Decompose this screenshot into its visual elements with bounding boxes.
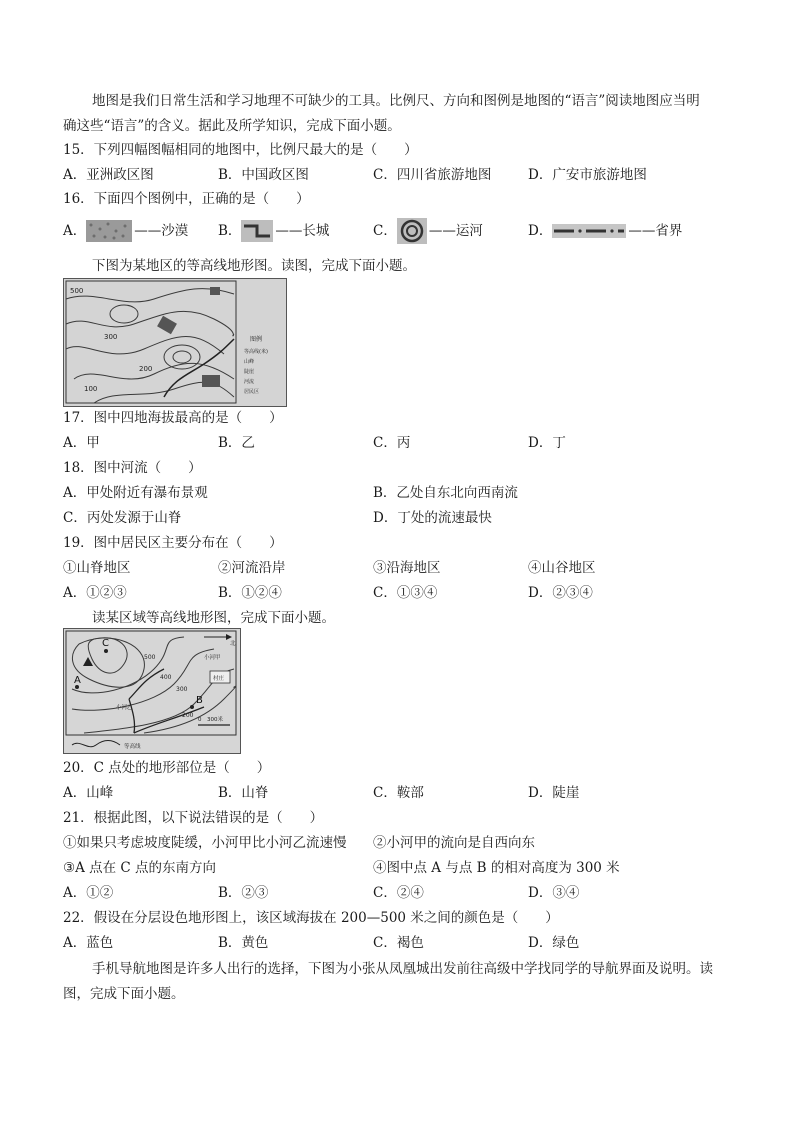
q20-option-b: B．山脊 <box>218 785 269 801</box>
q19-option-c: C．①③④ <box>373 585 438 601</box>
map1-legend-item-2: 山峰 <box>244 359 255 365</box>
intro-paragraph-1-line-1: 地图是我们日常生活和学习地理不可缺少的工具。比例尺、方向和图例是地图的“语言”阅读地图应当明 <box>92 93 700 109</box>
intro-paragraph-1-line-2: 确这些“语言”的含义。据此及所学知识，完成下面小题。 <box>63 118 401 134</box>
question-20-stem: 20．C 点处的地形部位是（ ） <box>63 760 271 776</box>
q15-option-c: C．四川省旅游地图 <box>373 167 492 183</box>
map2-river-label-2: 小河乙 <box>116 705 133 711</box>
q16-option-a-text: ——沙漠 <box>134 223 189 239</box>
q19-choice-1: ①山脊地区 <box>63 560 131 576</box>
map2-north-label: 北 <box>230 641 236 647</box>
great-wall-symbol-icon <box>241 220 273 242</box>
q17-option-b: B．乙 <box>218 435 255 451</box>
q16-option-b-text: ——长城 <box>275 223 330 239</box>
q18-option-b: B．乙处自东北向西南流 <box>373 485 518 501</box>
question-22-stem: 22．假设在分层设色地形图上，该区域海拔在 200—500 米之间的颜色是（ ） <box>63 910 559 926</box>
map2-contour-label-3: 300 <box>176 686 188 693</box>
q19-choice-3: ③沿海地区 <box>373 560 441 576</box>
q22-option-a: A．蓝色 <box>63 935 114 951</box>
province-boundary-symbol-icon <box>552 224 626 238</box>
question-16-stem: 16．下面四个图例中，正确的是（ ） <box>63 191 310 207</box>
map2-contour-label-2: 400 <box>160 674 172 681</box>
q19-option-d: D．②③④ <box>528 585 593 601</box>
q16-option-a <box>63 220 188 242</box>
map1-legend-item-4: 河流 <box>244 379 255 385</box>
q21-option-d: D．③④ <box>528 885 580 901</box>
q16-option-a-letter: A． <box>63 223 87 239</box>
contour-map-2-drawing <box>64 629 240 753</box>
q19-option-b: B．①②④ <box>218 585 282 601</box>
map1-contour-label-1: 500 <box>70 287 84 295</box>
q16-option-d <box>528 220 682 242</box>
q21-statement-4: ④图中点 A 与点 B 的相对高度为 300 米 <box>373 860 620 876</box>
q18-option-a: A．甲处附近有瀑布景观 <box>63 485 208 501</box>
q16-option-c-text: ——运河 <box>428 223 483 239</box>
q19-option-a: A．①②③ <box>63 585 127 601</box>
q15-option-d: D．广安市旅游地图 <box>528 167 647 183</box>
intro-paragraph-3: 读某区域等高线地形图，完成下面小题。 <box>92 610 335 626</box>
map2-point-b-label: B <box>196 695 203 706</box>
map2-scale-label: 0 300米 <box>198 717 223 723</box>
intro-paragraph-4-line-2: 图，完成下面小题。 <box>63 986 185 1002</box>
q16-option-c-letter: C． <box>373 223 397 239</box>
q22-option-b: B．黄色 <box>218 935 269 951</box>
q16-option-d-letter: D． <box>528 223 553 239</box>
q16-option-d-text: ——省界 <box>628 223 683 239</box>
q21-option-c: C．②④ <box>373 885 424 901</box>
q16-option-b <box>218 220 329 242</box>
q22-option-c: C．褐色 <box>373 935 424 951</box>
q18-option-c: C．丙处发源于山脊 <box>63 510 182 526</box>
map1-contour-label-4: 100 <box>84 385 98 393</box>
question-21-stem: 21．根据此图，以下说法错误的是（ ） <box>63 810 324 826</box>
contour-map-1 <box>63 278 287 407</box>
map2-contour-label-4: 200 <box>182 712 194 719</box>
contour-map-2 <box>63 628 241 754</box>
q19-choice-2: ②河流沿岸 <box>218 560 286 576</box>
q20-option-d: D．陡崖 <box>528 785 580 801</box>
intro-paragraph-4-line-1: 手机导航地图是许多人出行的选择，下图为小张从凤凰城出发前往高级中学找同学的导航界面及说明。读 <box>92 961 713 977</box>
q16-option-b-letter: B． <box>218 223 242 239</box>
q17-option-d: D．丁 <box>528 435 566 451</box>
q21-option-b: B．②③ <box>218 885 269 901</box>
map2-legend-label: 等高线 <box>124 744 141 750</box>
q18-option-d: D．丁处的流速最快 <box>373 510 492 526</box>
map2-village-label: 村庄 <box>213 676 225 682</box>
q21-option-a: A．①② <box>63 885 114 901</box>
q15-option-a: A．亚洲政区图 <box>63 167 154 183</box>
desert-symbol-icon <box>86 220 132 242</box>
q17-option-a: A．甲 <box>63 435 100 451</box>
q22-option-d: D．绿色 <box>528 935 580 951</box>
contour-map-1-drawing <box>64 279 286 406</box>
map1-legend-title: 图例 <box>250 336 263 343</box>
map2-contour-label-1: 500 <box>144 654 156 661</box>
map2-point-a-label: A <box>74 675 81 686</box>
q20-option-c: C．鞍部 <box>373 785 424 801</box>
intro-paragraph-2: 下图为某地区的等高线地形图。读图，完成下面小题。 <box>92 258 416 274</box>
map1-legend-item-5: 居民区 <box>244 389 260 395</box>
question-18-stem: 18．图中河流（ ） <box>63 460 202 476</box>
canal-symbol-icon <box>397 218 427 244</box>
q15-option-b: B．中国政区图 <box>218 167 309 183</box>
q16-option-c <box>373 218 483 244</box>
map1-legend-item-3: 陡崖 <box>244 369 255 375</box>
q20-option-a: A．山峰 <box>63 785 114 801</box>
map1-contour-label-2: 300 <box>104 333 118 341</box>
q21-statement-2: ②小河甲的流向是自西向东 <box>373 835 535 851</box>
map1-legend-item-1: 等高线(米) <box>244 349 268 355</box>
q21-statement-3: ③A 点在 C 点的东南方向 <box>63 860 217 876</box>
question-19-stem: 19．图中居民区主要分布在（ ） <box>63 535 283 551</box>
question-15-stem: 15．下列四幅图幅相同的地图中，比例尺最大的是（ ） <box>63 142 418 158</box>
map2-river-label-1: 小河甲 <box>204 655 221 661</box>
question-17-stem: 17．图中四地海拔最高的是（ ） <box>63 410 283 426</box>
map1-contour-label-3: 200 <box>139 365 153 373</box>
q17-option-c: C．丙 <box>373 435 411 451</box>
map2-point-c-label: C <box>102 638 109 649</box>
q19-choice-4: ④山谷地区 <box>528 560 596 576</box>
q21-statement-1: ①如果只考虑坡度陡缓，小河甲比小河乙流速慢 <box>63 835 347 851</box>
